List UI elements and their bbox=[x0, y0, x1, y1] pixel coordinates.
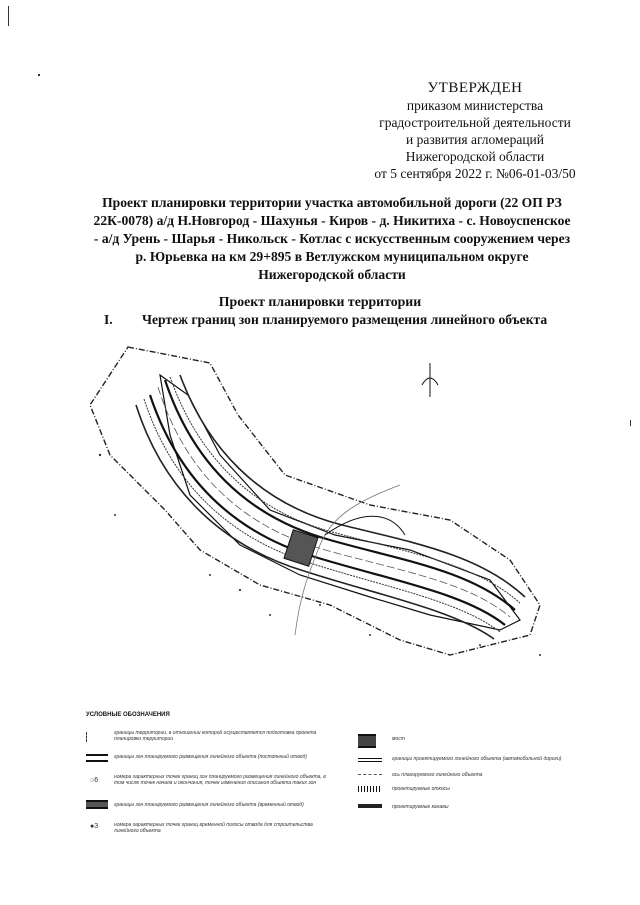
legend-item: проектируемые откосы bbox=[392, 786, 450, 792]
legend-item: границы зон планируемого размещения линейного объекта (временный отвод) bbox=[114, 802, 304, 808]
approval-line: от 5 сентября 2022 г. №06-01-03/50 bbox=[374, 166, 576, 181]
legend-title: УСЛОВНЫЕ ОБОЗНАЧЕНИЯ bbox=[86, 712, 170, 718]
side-road bbox=[325, 516, 405, 535]
legend-item: границы проектируемого линейного объекта (автомобильной дороги) bbox=[392, 756, 562, 762]
point-number-symbol: ○6 bbox=[90, 777, 99, 784]
scan-artifact bbox=[8, 6, 9, 26]
road-axis bbox=[158, 387, 510, 617]
legend-item: ось планируемого линейного объекта bbox=[392, 772, 483, 778]
ditch-line bbox=[136, 405, 494, 639]
north-arrow-icon bbox=[422, 363, 438, 397]
title-line: Нижегородской области bbox=[258, 267, 406, 282]
axis-symbol bbox=[358, 774, 382, 775]
approval-line: градостроительной деятельности bbox=[379, 115, 571, 130]
slopes-symbol bbox=[358, 786, 382, 792]
territory-boundary bbox=[90, 347, 540, 655]
title-line: - а/д Урень - Шарья - Никольск - Котлас с искусственным сооружением через bbox=[93, 231, 571, 246]
title-line: р. Юрьевка на км 29+895 в Ветлужском муниципальном округе bbox=[135, 249, 529, 264]
temporary-allotment-symbol bbox=[86, 800, 108, 809]
legend-item: мост bbox=[392, 736, 405, 742]
territory-boundary-symbol bbox=[86, 732, 91, 742]
approval-line: и развития агломераций bbox=[405, 132, 544, 147]
bridge-legend-symbol bbox=[358, 734, 376, 748]
approval-line: Нижегородской области bbox=[405, 149, 545, 164]
approval-block bbox=[360, 80, 590, 182]
permanent-allotment-symbol bbox=[86, 754, 108, 762]
legend-item: границы территории, в отношении которой осуществляется подготовка проекта планировки территории bbox=[114, 730, 317, 742]
scan-artifact bbox=[38, 74, 40, 76]
approval-line: приказом министерства bbox=[406, 98, 544, 113]
approval-heading: УТВЕРЖДЕН bbox=[427, 80, 523, 96]
document-title bbox=[72, 194, 592, 284]
legend-item: номера характерных точек границ временной полосы отвода для строительства линейного объекта bbox=[114, 822, 313, 834]
ditches-symbol bbox=[358, 804, 382, 808]
legend-item: проектируемые канавы bbox=[392, 804, 449, 810]
scan-artifact bbox=[630, 420, 631, 426]
legend-item: границы зон планируемого размещения линейного объекта (постоянный отвод) bbox=[114, 754, 307, 760]
slope-line bbox=[170, 377, 520, 603]
temporary-allotment-boundary bbox=[160, 375, 520, 630]
legend-item: номера характерных точек границ зон планируемого размещения линейного объекта, в том числе точек начала и окончания, точек изменения описания объекта таких зон bbox=[114, 774, 326, 786]
title-line: 22К-0078) а/д Н.Новгород - Шахунья - Киров - д. Никитиха - с. Новоуспенское bbox=[93, 213, 571, 228]
road-boundary-symbol bbox=[358, 758, 382, 762]
temporary-point-symbol: ●3 bbox=[90, 823, 99, 830]
document-subtitle: Проект планировки территории bbox=[218, 294, 422, 309]
section-number: I. bbox=[104, 312, 113, 327]
section-heading bbox=[104, 312, 547, 328]
road-edge bbox=[150, 395, 505, 625]
title-line: Проект планировки территории участка автомобильной дороги (22 ОП РЗ bbox=[102, 195, 562, 210]
planning-drawing bbox=[70, 335, 580, 695]
legend bbox=[86, 712, 586, 834]
section-title: Чертеж границ зон планируемого размещения линейного объекта bbox=[142, 312, 548, 327]
